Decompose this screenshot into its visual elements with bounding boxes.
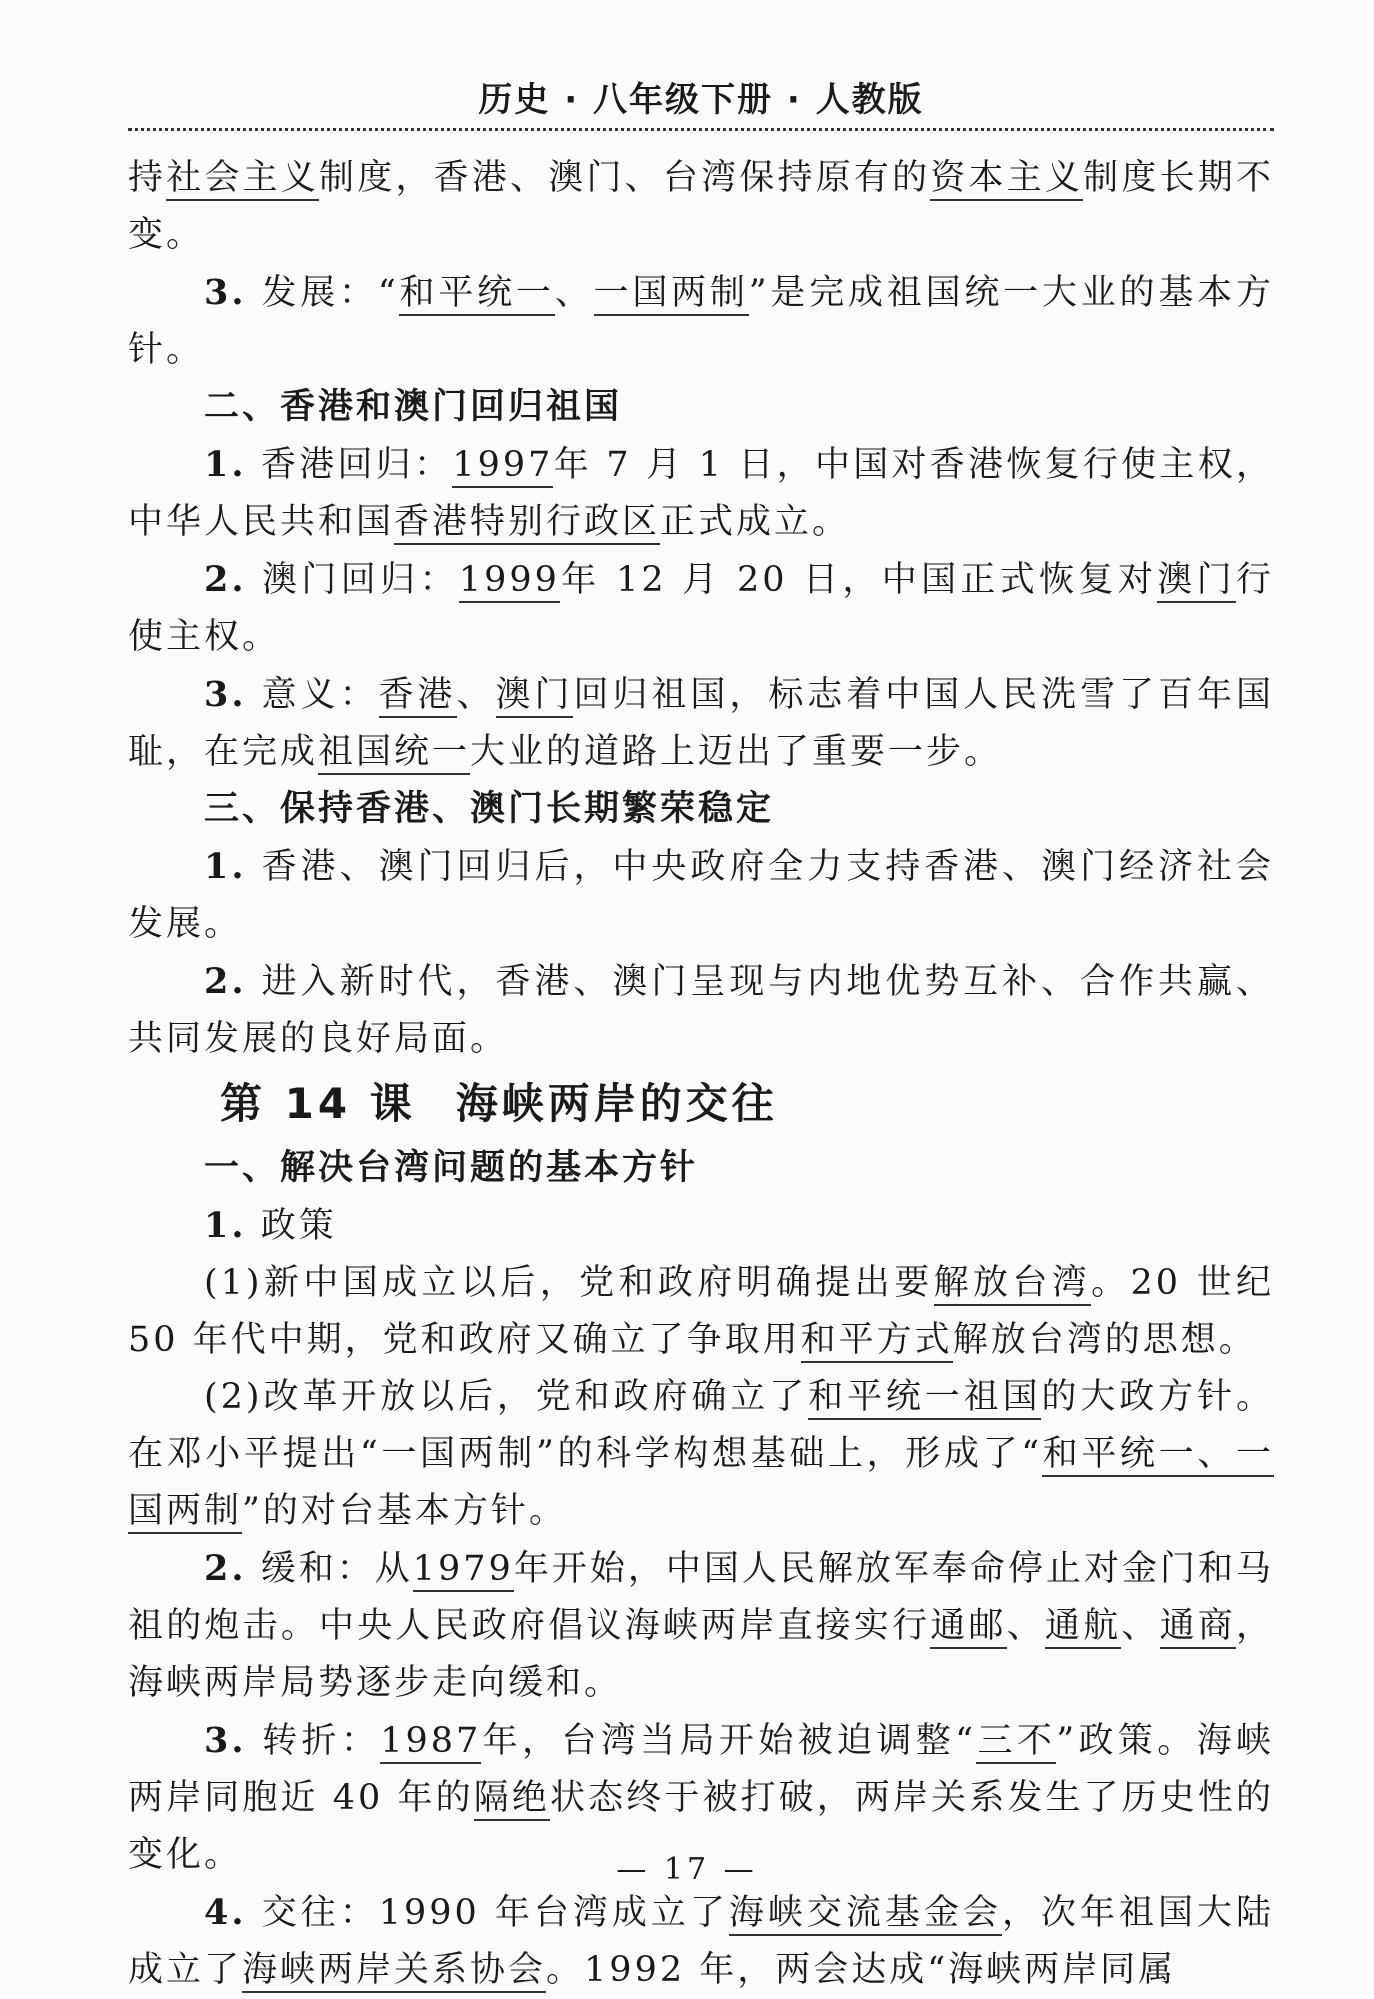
answer-underline: 澳门 xyxy=(496,675,574,718)
paragraph: 1. 香港、澳门回归后，中央政府全力支持香港、澳门经济社会发展。 xyxy=(128,846,1274,944)
paragraph: 3. 发展：“和平统一、一国两制”是完成祖国统一大业的基本方针。 xyxy=(128,272,1274,370)
answer-underline: 社会主义 xyxy=(166,158,319,201)
header-divider xyxy=(128,128,1274,131)
answer-underline: 1979 xyxy=(413,1549,514,1592)
answer-underline: 通航 xyxy=(1045,1606,1121,1649)
answer-underline: 和平统一、一国两制 xyxy=(128,1434,1274,1534)
answer-underline: 隔绝 xyxy=(474,1778,550,1821)
page-body xyxy=(128,150,1274,1999)
answer-underline: 祖国统一 xyxy=(318,732,470,775)
answer-underline: 和平统一祖国 xyxy=(808,1377,1041,1420)
answer-underline: 澳门 xyxy=(1157,560,1236,603)
section-heading: 二、香港和澳门回归祖国 xyxy=(204,387,623,427)
answer-underline: 通商 xyxy=(1160,1606,1236,1649)
answer-underline: 1999 xyxy=(459,560,560,603)
answer-underline: 香港特别行政区 xyxy=(394,502,660,545)
section-heading: 一、解决台湾问题的基本方针 xyxy=(204,1148,699,1188)
paragraph: 2. 缓和：从1979年开始，中国人民解放军奉命停止对金门和马祖的炮击。中央人民政府倡议海峡两岸直接实行通邮、通航、通商，海峡两岸局势逐步走向缓和。 xyxy=(128,1548,1274,1703)
answer-underline: 1987 xyxy=(380,1721,481,1764)
answer-underline: 香港 xyxy=(379,675,457,718)
paragraph: 2. 澳门回归：1999年 12 月 20 日，中国正式恢复对澳门行使主权。 xyxy=(128,559,1274,657)
page-number: — 17 — xyxy=(616,1852,758,1887)
answer-underline: 三不 xyxy=(976,1721,1056,1764)
paragraph: 3. 转折：1987年，台湾当局开始被迫调整“三不”政策。海峡两岸同胞近 40 年的隔绝状态终于被打破，两岸关系发生了历史性的变化。 xyxy=(128,1720,1274,1875)
paragraph: 2. 进入新时代，香港、澳门呈现与内地优势互补、合作共赢、共同发展的良好局面。 xyxy=(128,961,1274,1059)
paragraph: 4. 交往：1990 年台湾成立了海峡交流基金会，次年祖国大陆成立了海峡两岸关系协会。1992 年，两会达成“海峡两岸同属 xyxy=(128,1884,1274,1999)
paragraph: 持社会主义制度，香港、澳门、台湾保持原有的资本主义制度长期不变。 xyxy=(128,158,1274,255)
paragraph: 1. 香港回归：1997年 7 月 1 日，中国对香港恢复行使主权，中华人民共和国香港特别行政区正式成立。 xyxy=(128,436,1274,551)
answer-underline: 海峡两岸关系协会 xyxy=(242,1950,546,1993)
paragraph: (1)新中国成立以后，党和政府明确提出要解放台湾。20 世纪 50 年代中期，党和政府又确立了争取用和平方式解放台湾的思想。 xyxy=(128,1255,1274,1369)
running-header: 历史 · 八年级下册 · 人教版 xyxy=(478,80,924,120)
lesson-title: 第 14 课 海峡两岸的交往 xyxy=(220,1079,778,1128)
paragraph: 1. 政策 xyxy=(204,1205,337,1246)
answer-underline: 和平方式 xyxy=(801,1320,953,1363)
answer-underline: 通邮 xyxy=(930,1606,1006,1649)
answer-underline: 资本主义 xyxy=(930,158,1083,201)
answer-underline: 1997 xyxy=(452,445,553,488)
answer-underline: 海峡交流基金会 xyxy=(729,1893,1002,1936)
section-heading: 三、保持香港、澳门长期繁荣稳定 xyxy=(204,789,775,829)
answer-underline: 解放台湾 xyxy=(934,1263,1092,1306)
answer-underline: 一国两制 xyxy=(594,273,749,316)
paragraph: 3. 意义：香港、澳门回归祖国，标志着中国人民洗雪了百年国耻，在完成祖国统一大业的道路上迈出了重要一步。 xyxy=(128,666,1274,781)
paragraph: (2)改革开放以后，党和政府确立了和平统一祖国的大政方针。在邓小平提出“一国两制”的科学构想基础上，形成了“和平统一、一国两制”的对台基本方针。 xyxy=(128,1369,1274,1540)
answer-underline: 和平统一 xyxy=(399,273,555,316)
